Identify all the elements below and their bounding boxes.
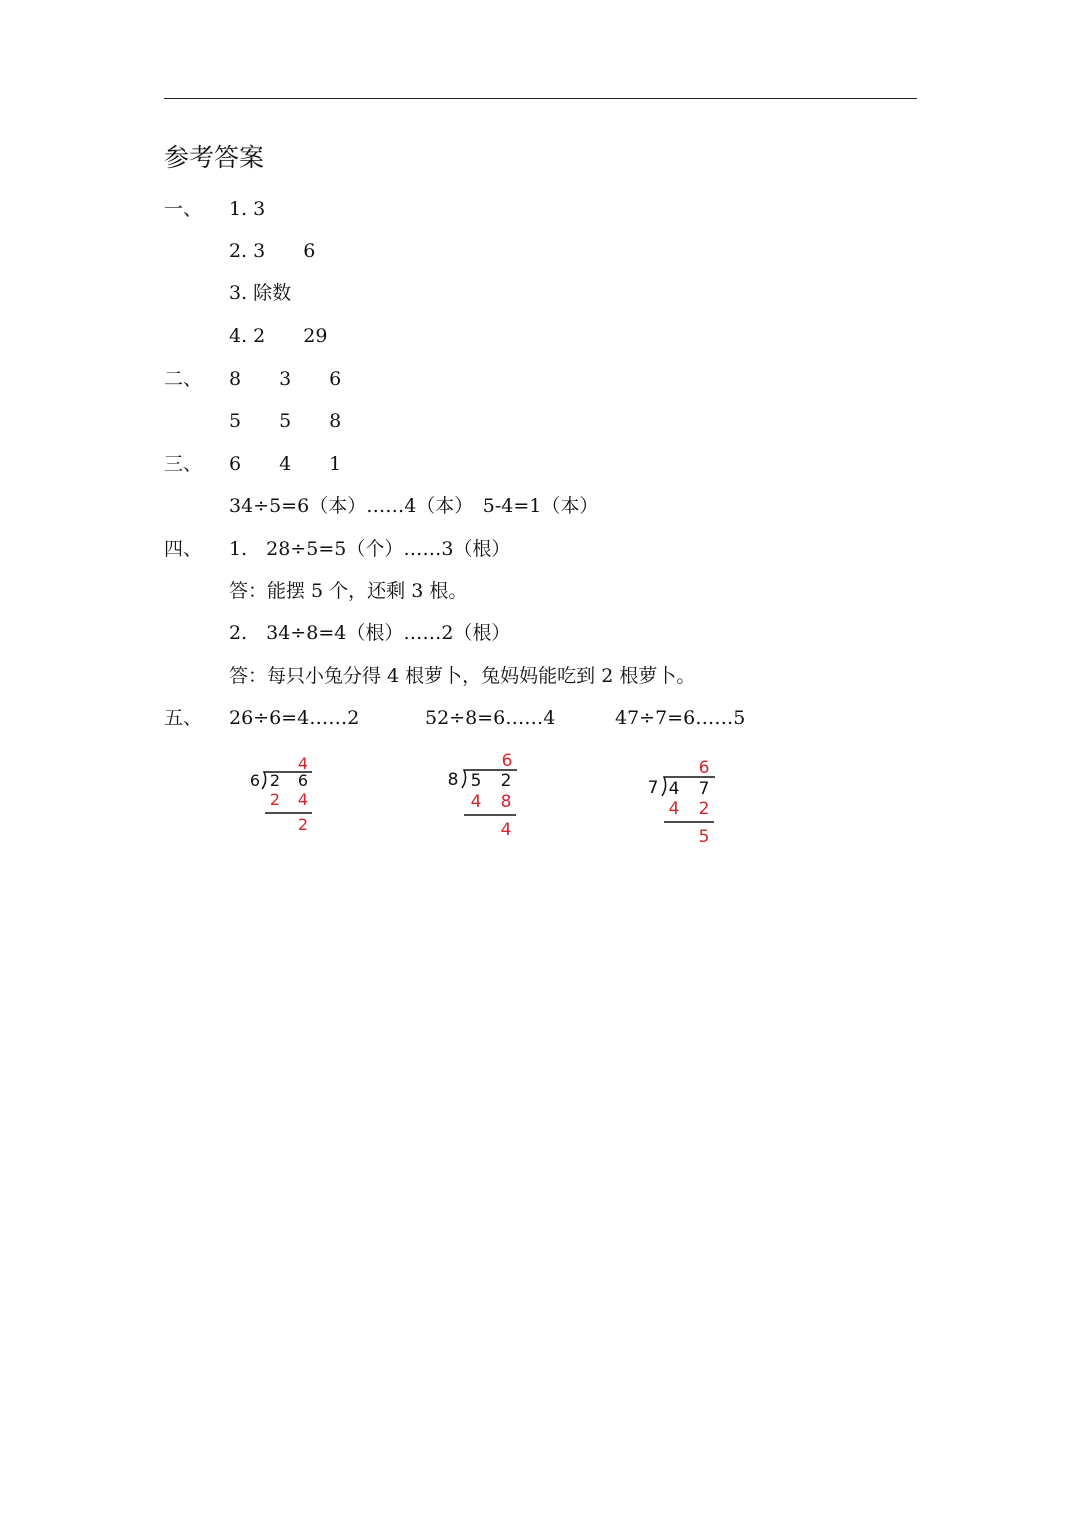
- product-digit: 4: [297, 790, 309, 809]
- long-division-3: [638, 754, 728, 849]
- section-4-row-1: 1. 28÷5=5（个）……3（根）: [229, 538, 511, 560]
- dividend-digit: 2: [500, 771, 512, 791]
- section-4-label: 四、: [164, 538, 203, 560]
- product-digit: 2: [698, 799, 710, 819]
- section-2-label: 二、: [164, 368, 203, 390]
- dividend-digit: 6: [297, 771, 309, 790]
- section-2-row-1: 8 3 6: [229, 368, 342, 390]
- long-division-1: [240, 748, 330, 838]
- header-rule: [164, 98, 917, 99]
- page-title: 参考答案: [164, 143, 265, 172]
- remainder-digit: 5: [698, 827, 710, 847]
- quotient-digit: 6: [501, 751, 513, 771]
- divisor-digit: 6: [249, 771, 261, 790]
- section-5-equation-3: 47÷7=6……5: [615, 707, 746, 729]
- section-5-equation-2: 52÷8=6……4: [425, 707, 556, 729]
- remainder-digit: 4: [500, 820, 512, 840]
- section-1-item-2: 2. 3 6: [229, 240, 316, 262]
- quotient-digit: 4: [297, 754, 309, 773]
- quotient-digit: 6: [698, 758, 710, 778]
- section-5-label: 五、: [164, 707, 203, 729]
- long-division-2: [438, 745, 528, 840]
- section-1-label: 一、: [164, 198, 203, 220]
- divisor-digit: 8: [447, 770, 459, 790]
- product-digit: 2: [269, 790, 281, 809]
- divisor-digit: 7: [647, 778, 659, 798]
- dividend-digit: 4: [668, 779, 680, 799]
- dividend-digit: 5: [470, 771, 482, 791]
- section-2-row-2: 5 5 8: [229, 410, 342, 432]
- section-4-row-3: 2. 34÷8=4（根）……2（根）: [229, 622, 511, 644]
- section-3-row-2: 34÷5=6（本）……4（本） 5-4=1（本）: [229, 495, 599, 517]
- dividend-digit: 7: [698, 779, 710, 799]
- remainder-digit: 2: [297, 815, 309, 834]
- section-3-label: 三、: [164, 453, 203, 475]
- product-digit: 4: [668, 799, 680, 819]
- section-1-item-4: 4. 2 29: [229, 325, 328, 347]
- section-5-equation-1: 26÷6=4……2: [229, 707, 360, 729]
- product-digit: 8: [500, 792, 512, 812]
- section-4-row-4: 答：每只小兔分得 4 根萝卜，兔妈妈能吃到 2 根萝卜。: [229, 665, 696, 687]
- section-4-row-2: 答：能摆 5 个，还剩 3 根。: [229, 580, 468, 602]
- section-1-item-1: 1. 3: [229, 198, 266, 220]
- section-3-row-1: 6 4 1: [229, 453, 342, 475]
- section-1-item-3: 3. 除数: [229, 282, 292, 304]
- dividend-digit: 2: [269, 771, 281, 790]
- product-digit: 4: [470, 792, 482, 812]
